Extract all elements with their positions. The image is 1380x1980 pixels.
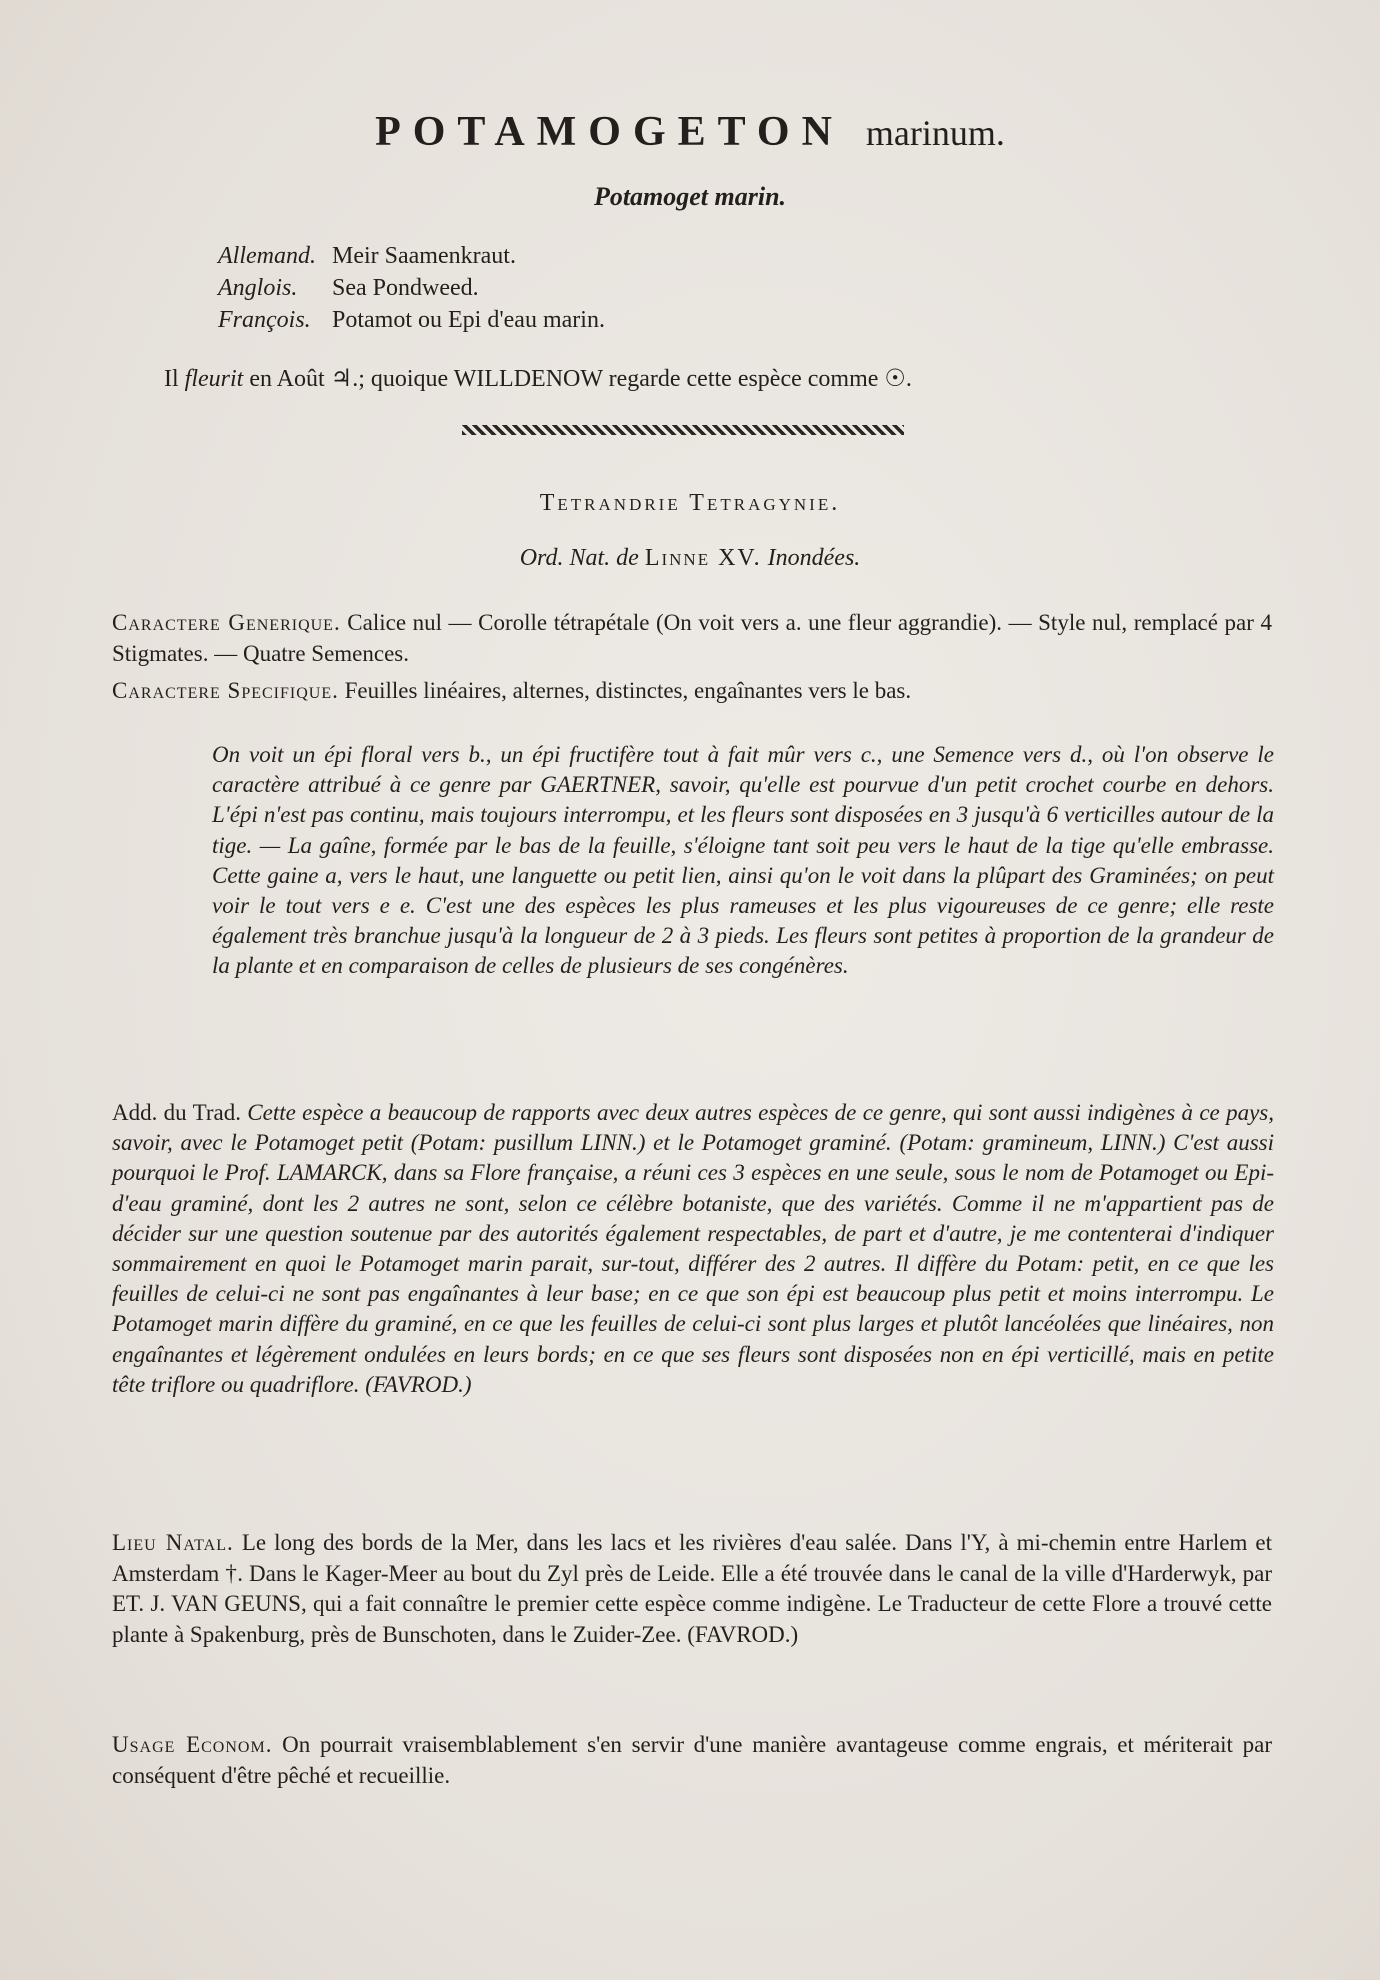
economic-use [112,1730,1272,1791]
french-name: Potamoget marin. [593,182,787,211]
flowering-text: en Août ♃.; quoique WILLDENOW regarde cette espèce comme ☉. [249,366,912,392]
order-name: Linne XV. [644,545,762,571]
vernacular-names [218,240,605,336]
specific-character [112,676,1272,707]
natural-order [0,545,1380,572]
usage-label: Usage Econom. [112,1732,273,1757]
habitat-label: Lieu Natal. [112,1530,234,1555]
page-title [0,108,1380,156]
title-species: marinum. [865,113,1005,153]
usage-text: On pourrait vraisemblablement s'en servir d'une manière avantageuse comme engrais, et mériterait par conséquent d'être pêché et recueillie. [112,1732,1272,1788]
flowering-pre: Il [164,366,179,392]
ornamental-divider [462,425,904,435]
flowering-note [164,364,1224,393]
translator-addition [112,1098,1274,1400]
generic-label: Caractere Generique. [112,610,341,635]
generic-text: Calice nul — Corolle tétrapétale (On voit vers a. une fleur aggrandie). — Style nul, remplacé par 4 Stigmates. — Quatre Semences. [112,610,1272,666]
vernacular-french [218,304,605,336]
vernacular-language: Anglois. [218,275,298,301]
generic-character [112,608,1272,669]
order-suffix: Inondées. [767,545,861,571]
vernacular-name: Potamot ou Epi d'eau marin. [332,307,605,333]
vernacular-english [218,272,605,304]
native-habitat [112,1528,1272,1650]
specific-label: Caractere Specifique. [112,678,339,703]
order-prefix: Ord. Nat. de [519,545,639,571]
vernacular-name: Meir Saamenkraut. [332,243,516,269]
vernacular-language: François. [218,307,311,333]
specific-text: Feuilles linéaires, alternes, distinctes, engaînantes vers le bas. [344,678,912,703]
vernacular-german [218,240,605,272]
plate-description: On voit un épi floral vers b., un épi fructifère tout à fait mûr vers c., une Semence vers d., où l'on observe le caractère attribué à ce genre par GAERTNER, savoir, qu'elle est pourvue d'un petit crochet courbe en dehors. L'épi n'est pas continu, mais toujours interrompu, et les fleurs sont disposées en 3 jusqu'à 6 verticilles autour de la tige. — La gaîne, formée par le bas de la feuille, s'éloigne tant soit peu vers le haut de la tige qu'elle embrasse. Cette gaine a, vers le haut, une languette ou petit lien, ainsi qu'on le voit dans la plûpart des Graminées; on peut voir le tout vers e e. C'est une des espèces les plus rameuses et les plus vigoureuses de ce genre; elle reste également très branchue jusqu'à la longueur de 2 à 3 pieds. Les fleurs sont petites à proportion de la grandeur de la plante et en comparaison de celles de plusieurs de ses congénères. [212,742,1274,979]
flowering-verb: fleurit [184,366,244,392]
addition-label: Add. du Trad. [112,1100,241,1125]
vernacular-name: Sea Pondweed. [332,275,479,301]
linnaean-class: Tetrandrie Tetragynie. [539,490,841,516]
addition-text: Cette espèce a beaucoup de rapports avec deux autres espèces de ce genre, qui sont aussi indigènes à ce pays, savoir, avec le Potamoget petit (Potam: pusillum LINN.) et le Potamoget graminé. (Potam: gramineum, LINN.) C'est aussi pourquoi le Prof. LAMARCK, dans sa Flore française, a réuni ces 3 espèces en une seule, sous le nom de Potamoget ou Epi-d'eau graminé, dont les 2 autres ne sont, selon ce célèbre botaniste, que des variétés. Comme il ne m'appartient pas de décider sur une question soutenue par des autorités également respectables, de part et d'autre, je me contenterai d'indiquer sommairement en quoi le Potamoget marin parait, sur-tout, différer des 2 autres. Il diffère du Potam: petit, en ce que les feuilles de celui-ci ne sont pas engaînantes à leur base; en ce que son épi est beaucoup plus petit et moins interrompu. Le Potamoget marin diffère du graminé, en ce que les feuilles de celui-ci sont plus larges et plutôt lancéolées que linéaires, non engaînantes et légèrement ondulées en leurs bords; en ce que ses fleurs sont disposées non en épi verticillé, mais en petite tête triflore ou quadriflore. (FAVROD.) [112,1100,1274,1397]
habitat-text: Le long des bords de la Mer, dans les lacs et les rivières d'eau salée. Dans l'Y, à mi-chemin entre Harlem et Amsterdam †. Dans le Kager-Meer au bout du Zyl près de Leide. Elle a été trouvée dans le canal de la ville d'Harderwyk, par ET. J. VAN GEUNS, qui a fait connaître le premier cette espèce comme indigène. Le Traducteur de cette Flore a trouvé cette plante à Spakenburg, près de Bunschoten, dans le Zuider-Zee. (FAVROD.) [112,1530,1273,1647]
vernacular-language: Allemand. [218,243,316,269]
title-genus: POTAMOGETON [375,109,844,155]
